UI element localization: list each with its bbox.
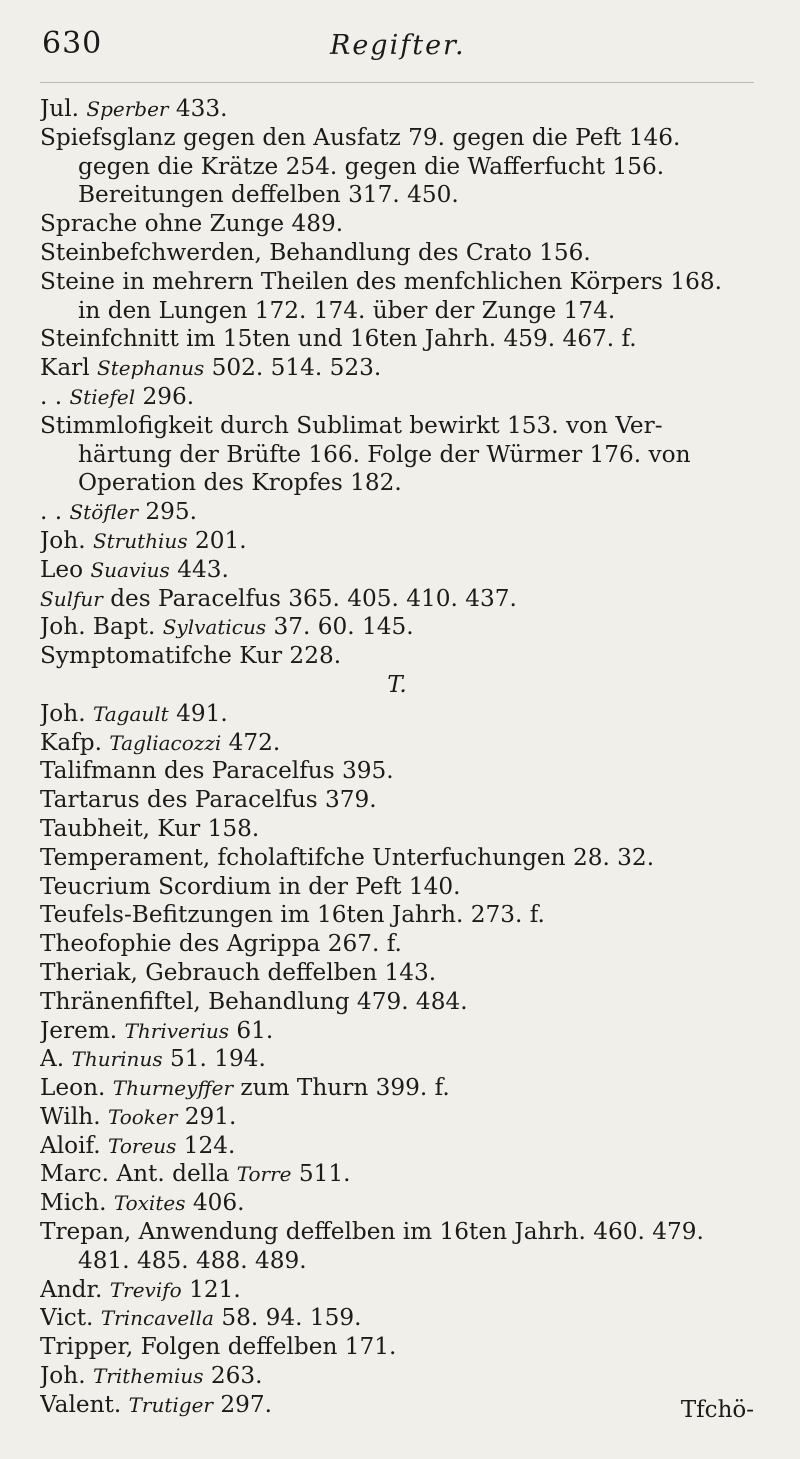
index-entry xyxy=(40,556,754,585)
entry-text: Marc. Ant. della xyxy=(40,1160,237,1188)
index-entry xyxy=(40,844,754,873)
person-name: Struthius xyxy=(92,528,188,553)
entry-text: T. xyxy=(387,670,407,698)
entry-text: Joh. xyxy=(40,1362,93,1390)
index-entry xyxy=(40,469,754,498)
entry-text: Wilh. xyxy=(40,1102,108,1130)
index-entry xyxy=(40,700,754,729)
index-entry xyxy=(40,441,754,470)
entry-refs: 58. 94. 159. xyxy=(221,1304,362,1332)
index-entry xyxy=(40,585,754,614)
index-entry xyxy=(40,1247,754,1276)
index-entry xyxy=(40,1304,754,1333)
entry-text: Steinbefchwerden, Behandlung des Crato 156. xyxy=(40,238,591,266)
index-entry xyxy=(40,757,754,786)
page-number: 630 xyxy=(42,26,103,61)
entry-refs: 491. xyxy=(176,699,228,727)
index-entry xyxy=(40,1017,754,1046)
person-name: Toxites xyxy=(113,1191,186,1216)
entry-text: Steinfchnitt im 15ten und 16ten Jahrh. 459. 467. f. xyxy=(40,325,637,353)
entry-refs: 296. xyxy=(142,382,195,410)
entry-text: Spiefsglanz gegen den Ausfatz 79. gegen die Peft 146. xyxy=(40,123,681,151)
entry-text: Tripper, Folgen deffelben 171. xyxy=(40,1333,397,1361)
entry-text: Thränenfiftel, Behandlung 479. 484. xyxy=(40,987,468,1015)
entry-text: Jerem. xyxy=(40,1016,125,1044)
index-entry xyxy=(40,1218,754,1247)
entry-text: Steine in mehrern Theilen des menfchlichen Körpers 168. xyxy=(40,267,722,295)
person-name: Stephanus xyxy=(97,356,205,381)
index-entry xyxy=(40,1103,754,1132)
person-name: Tagault xyxy=(92,701,169,726)
index-entry xyxy=(40,1391,754,1420)
entry-refs: 37. 60. 145. xyxy=(273,613,414,641)
person-name: Sulfur xyxy=(40,586,103,611)
entry-text: Bereitungen deffelben 317. 450. xyxy=(78,181,459,209)
index-entry xyxy=(40,325,754,354)
entry-text: Kafp. xyxy=(40,728,110,756)
index-entry xyxy=(40,210,754,239)
entry-text: Jul. xyxy=(40,95,87,122)
entry-refs: 511. xyxy=(298,1160,351,1188)
entry-refs: 121. xyxy=(189,1275,241,1303)
entry-text: härtung der Brüfte 166. Folge der Würmer 176. von xyxy=(78,440,691,468)
entry-refs: 502. 514. 523. xyxy=(211,354,382,382)
entry-text: Andr. xyxy=(40,1275,110,1303)
index-entry xyxy=(40,412,754,441)
person-name: Thriverius xyxy=(124,1018,229,1043)
index-entry xyxy=(40,383,754,412)
entry-refs: 263. xyxy=(210,1362,263,1390)
index-entry xyxy=(40,1333,754,1362)
catchword: Tfchö- xyxy=(680,1397,754,1423)
person-name: Sperber xyxy=(86,97,169,121)
index-entry xyxy=(40,1189,754,1218)
index-entry xyxy=(40,268,754,297)
index-entry xyxy=(40,873,754,902)
entry-text: Leon. xyxy=(40,1074,113,1102)
entry-refs: 61. xyxy=(236,1016,274,1044)
index-entry xyxy=(40,1045,754,1074)
entry-text: Joh. xyxy=(40,526,93,554)
section-letter xyxy=(40,671,754,700)
index-entry xyxy=(40,239,754,268)
entry-text: Talifmann des Paracelfus 395. xyxy=(40,757,394,785)
index-entry xyxy=(40,153,754,182)
entry-text: Sprache ohne Zunge 489. xyxy=(40,210,344,238)
entry-text: A. xyxy=(40,1045,72,1073)
person-name: Sylvaticus xyxy=(162,615,267,640)
index-entry xyxy=(40,181,754,210)
entry-text: Trepan, Anwendung deffelben im 16ten Jahrh. 460. 479. xyxy=(40,1218,704,1246)
person-name: Torre xyxy=(236,1162,292,1187)
entry-text: Aloif. xyxy=(40,1131,109,1159)
index-entry xyxy=(40,1132,754,1161)
index-entry xyxy=(40,95,754,124)
entry-text: Operation des Kropfes 182. xyxy=(78,469,402,497)
person-name: Toreus xyxy=(108,1133,177,1158)
entry-text: Tartarus des Paracelfus 379. xyxy=(40,786,377,814)
entry-text: 481. 485. 488. 489. xyxy=(78,1246,307,1274)
index-entry xyxy=(40,498,754,527)
person-name: Stiefel xyxy=(69,384,136,409)
entry-text: Taubheit, Kur 158. xyxy=(40,814,260,842)
index-entry xyxy=(40,786,754,815)
person-name: Tooker xyxy=(107,1104,178,1129)
page-header xyxy=(40,24,754,83)
entry-text: Theofophie des Agrippa 267. f. xyxy=(40,930,402,958)
person-name: Trutiger xyxy=(128,1392,213,1417)
entry-text: Joh. Bapt. xyxy=(40,613,163,641)
entry-text: Theriak, Gebrauch deffelben 143. xyxy=(40,958,437,986)
entry-refs: 443. xyxy=(177,555,229,583)
index-entry xyxy=(40,901,754,930)
entry-refs: 51. 194. xyxy=(169,1045,266,1073)
index-entry xyxy=(40,815,754,844)
person-name: Tagliacozzi xyxy=(109,730,222,755)
entry-text: Karl xyxy=(40,354,98,382)
entry-text: Mich. xyxy=(40,1189,114,1217)
index-entry xyxy=(40,1362,754,1391)
person-name: Trincavella xyxy=(100,1306,214,1331)
entry-refs: 124. xyxy=(183,1131,236,1159)
index-entry xyxy=(40,1160,754,1189)
person-name: Thurneyffer xyxy=(112,1076,234,1101)
index-entry xyxy=(40,729,754,758)
entry-refs: 295. xyxy=(145,498,198,526)
entry-text: Temperament, fcholaftifche Unterfuchungen 28. 32. xyxy=(40,843,655,871)
index-entry xyxy=(40,959,754,988)
index-entry xyxy=(40,297,754,326)
index-entries xyxy=(40,95,754,1420)
person-name: Stöfler xyxy=(69,500,138,525)
person-name: Trithemius xyxy=(92,1364,204,1389)
index-entry xyxy=(40,527,754,556)
entry-text: . . xyxy=(40,498,70,526)
index-entry xyxy=(40,642,754,671)
index-entry xyxy=(40,1074,754,1103)
entry-refs: 291. xyxy=(184,1102,237,1130)
entry-text: . . xyxy=(40,382,70,410)
person-name: Thurinus xyxy=(71,1047,163,1072)
index-entry xyxy=(40,124,754,153)
entry-refs: des Paracelfus 365. 405. 410. 437. xyxy=(110,584,517,612)
person-name: Trevifo xyxy=(109,1277,182,1302)
entry-text: Symptomatifche Kur 228. xyxy=(40,642,342,670)
entry-text: Vict. xyxy=(40,1304,101,1332)
entry-text: Teufels-Befitzungen im 16ten Jahrh. 273. f. xyxy=(40,901,545,929)
entry-refs: 472. xyxy=(228,728,281,756)
entry-text: in den Lungen 172. 174. über der Zunge 174. xyxy=(78,296,616,324)
index-entry xyxy=(40,613,754,642)
entry-text: Joh. xyxy=(40,699,93,727)
entry-text: Stimmlofigkeit durch Sublimat bewirkt 153. von Ver- xyxy=(40,411,663,439)
entry-text: Leo xyxy=(40,555,91,583)
entry-refs: zum Thurn 399. f. xyxy=(240,1074,450,1102)
entry-refs: 406. xyxy=(192,1189,245,1217)
entry-refs: 297. xyxy=(220,1390,273,1418)
entry-refs: 433. xyxy=(175,95,228,122)
person-name: Suavius xyxy=(90,557,170,582)
index-entry xyxy=(40,930,754,959)
entry-refs: 201. xyxy=(194,526,247,554)
entry-text: Valent. xyxy=(40,1390,129,1418)
index-entry xyxy=(40,1276,754,1305)
entry-text: Teucrium Scordium in der Peft 140. xyxy=(40,872,461,900)
index-entry xyxy=(40,988,754,1017)
index-entry xyxy=(40,354,754,383)
running-head: Regifter. xyxy=(330,30,466,61)
entry-text: gegen die Krätze 254. gegen die Wafferfucht 156. xyxy=(78,152,665,180)
